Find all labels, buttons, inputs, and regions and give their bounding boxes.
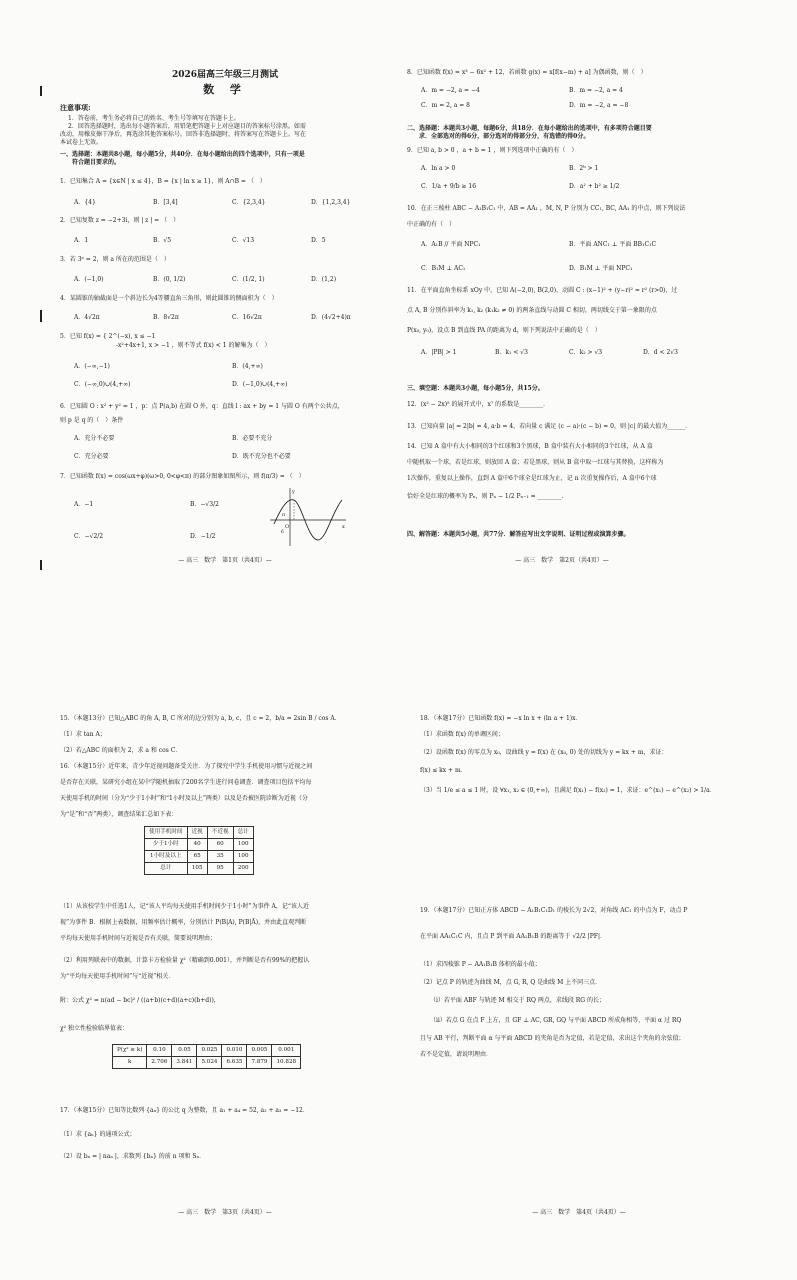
question-11-cont: 点 A, B 分别作斜率为 k₁, k₂ (k₁k₂ ≠ 0) 的两条直线与动圆 C 相切，两切线交于第一象限的点	[407, 307, 657, 314]
q5-options	[74, 364, 390, 371]
table-cell: 40	[187, 839, 207, 851]
origin-label: O	[285, 524, 290, 530]
question-14: 14．已知 A 盒中有大小相同的3个红球和3个黑球，B 盒中装有大小相同的3个红球，从 A 盒	[407, 443, 653, 450]
q4-options	[74, 315, 390, 322]
table-cell: k	[113, 1057, 147, 1069]
table-cell: 使用手机时间	[145, 827, 188, 839]
question-8: 8．已知函数 f(x) = x³ − 6x² + 12，若函数 g(x) = x[f(x−m) + a] 为偶函数，则（ ）	[407, 69, 647, 76]
option: C．−√2/2	[74, 533, 104, 540]
question-18-part: f(x) ≤ kx + m．	[420, 767, 467, 774]
q8-options	[421, 88, 717, 95]
notice-line: 2．回答选择题时，选出每小题答案后，用铅笔把答题卡上对应题目的答案标号涂黑。如需	[68, 123, 306, 130]
option: A．ln a > 0	[421, 165, 456, 172]
question-16-cont: 天使用手机的时间（分为“少于1小时”和“1小时及以上”两类）以及是否被医院诊断为近视（分	[60, 795, 308, 802]
question-11-cont: P(x₀, y₀)，设点 B 到直线 PA 的距离为 d，则下列说法中正确的是（ ）	[407, 327, 601, 334]
y-axis-label: y	[292, 489, 295, 495]
section-heading: 二、选择题：本题共3小题，每题6分，共18分．在每小题给出的选项中，有多项符合题目要	[407, 125, 652, 132]
table-row	[113, 1045, 301, 1057]
question-16-part: 视”为事件 B．根据上表数据，用频率估计概率，分别估计 P(B|A), P(B|Ā)，并由此直观判断	[60, 919, 307, 926]
section-heading: 一、选择题：本题共8小题，每小题5分，共40分．在每小题给出的四个选项中，只有一项是	[60, 151, 305, 158]
option: D．(1,2)	[311, 276, 337, 283]
option: B．2ᵇ > 1	[569, 165, 599, 172]
question-2: 2．已知复数 z = −2+3i，则 | z | = （ ）	[60, 217, 180, 224]
question-16-part: 为“平均每天使用手机时间”与“近视”相关．	[60, 973, 175, 980]
option: B．−√3/2	[190, 501, 219, 508]
table-cell: 不近视	[207, 827, 233, 839]
option: B．必要不充分	[232, 435, 273, 442]
question-7: 7．已知函数 f(x) = cos(ωx+φ)(ω>0, 0<φ<π) 的部分图象如图所示，则 f(π/3) = （ ）	[60, 473, 305, 480]
question-19-cont: 在平面 AA₁C₁C 内，且点 P 到平面 AA₁B₁B 的距离等于 √2/2 |PF|．	[420, 933, 606, 940]
option: C．1/a + 9/b ≥ 16	[421, 183, 477, 190]
question-17-part: （2）设 bₙ = | naₙ |，求数列 {bₙ} 的前 n 项和 Sₙ．	[60, 1153, 206, 1160]
table-cell: 35	[207, 851, 233, 863]
option: B．[3,4]	[153, 199, 178, 206]
option: C．(1/2, 1)	[232, 276, 265, 283]
table-cell: 3.841	[172, 1057, 197, 1069]
subject-title: 数 学	[203, 83, 247, 96]
table-row	[145, 851, 254, 863]
section-heading: 符合题目要求的。	[72, 159, 121, 166]
question-3: 3．若 3ᵃ = 2，则 a 所在的范围是（ ）	[60, 256, 170, 263]
question-16-part: 平均每天使用手机时间与近视是否有关联，简要说明理由；	[60, 935, 217, 942]
option: D．a² + b² ≥ 1/2	[569, 183, 620, 190]
table-cell: 95	[207, 863, 233, 875]
option: A．−1	[74, 501, 94, 508]
option: B．平面 ANC₁ ⊥ 平面 BB₁C₁C	[569, 241, 657, 248]
table-cell: 100	[233, 851, 253, 863]
table-header-row	[145, 827, 254, 839]
question-14-cont: 恰好全是红球的概率为 Pₙ，则 Pₙ − 1/2 Pₙ₋₁ = ________．	[407, 493, 568, 500]
table-cell: 2.706	[147, 1057, 172, 1069]
option: D．d < 2√3	[643, 349, 678, 356]
table-row	[145, 863, 254, 875]
question-19: 19．（本题17分）已知正方体 ABCD − A₁B₁C₁D₁ 的棱长为 2√2，对角线 AC₁ 的中点为 F，动点 P	[420, 907, 688, 914]
q9-options	[421, 166, 717, 173]
table-cell: 105	[187, 863, 207, 875]
page-footer: — 高三 数学 第1页（共4页）—	[178, 557, 272, 564]
option: A．A₁B // 平面 NPC₁	[421, 241, 481, 248]
option: A．m = −2, a = −4	[421, 87, 480, 94]
tick-label: 6	[281, 530, 284, 535]
question-6: 6．已知圆 O : x² + y² = 1 ，p：点 P(a,b) 在圆 O 外，q：直线 l : ax + by = 1 与圆 O 有两个公共点，	[60, 403, 344, 410]
option: A．(−1,0)	[74, 276, 104, 283]
option: A．1	[74, 237, 89, 244]
option: D．−1/2	[190, 533, 216, 540]
table-cell: 0.005	[247, 1045, 272, 1057]
table-cell: 7.879	[247, 1057, 272, 1069]
question-13: 13．已知向量 |a| = 2|b| = 4, a·b = 4，若向量 c 满足 (c − a)·(c − b) = 0，则 |c| 的最大值为______．	[407, 423, 692, 430]
question-19-part: （1）求四棱锥 P − AA₁B₁B 体积的最小值；	[420, 961, 541, 968]
option: B．(0, 1/2)	[153, 276, 186, 283]
cosine-graph	[268, 486, 348, 548]
table-cell: 100	[233, 839, 253, 851]
option: D．B₁M ⊥ 平面 NPC₁	[569, 265, 633, 272]
table-cell: 5.024	[197, 1057, 222, 1069]
option: D．(4√2+4)π	[311, 314, 351, 321]
option: A．{4}	[74, 199, 96, 206]
exam-page-3	[60, 708, 390, 1228]
option: C．k₂ > √3	[569, 349, 603, 356]
question-16-part: （1）从该校学生中任选1人，记“该人平均每天使用手机时间少于1小时”为事件 A，记“该人近	[60, 903, 309, 910]
exam-page-4	[420, 708, 738, 1228]
page-footer: — 高三 数学 第2页（共4页）—	[515, 557, 609, 564]
question-5-cont: -x²+4x+1, x > −1 ，则不等式 f(x) < 1 的解集为（ ）	[116, 342, 271, 349]
section-heading: 求．全部选对的得6分，部分选对的得部分分，有选错的得0分。	[419, 133, 590, 140]
option: B．(4,+∞)	[232, 363, 263, 370]
question-4: 4．某圆锥的轴截面是一个斜边长为4等腰直角三角形，则此圆锥的侧面积为（ ）	[60, 295, 278, 302]
table-cell: P(χ² ≥ k)	[113, 1045, 147, 1057]
critical-value-table	[112, 1044, 301, 1069]
q6-options	[74, 436, 390, 443]
critical-table-caption: χ² 独立性检验临界值表：	[60, 1025, 128, 1032]
chi-square-formula: 附：公式 χ² = n(ad − bc)² / ((a+b)(c+d)(a+c)(b+d))，	[60, 997, 220, 1004]
table-cell: 近视	[187, 827, 207, 839]
question-14-cont: 中随机取一个球，若是红球，则放回 A 盒；若是黑球，则从 B 盒中取一红球与其替换，这样称为	[407, 459, 664, 466]
question-5: 5．已知 f(x) = { 2^(−x), x ≤ −1	[60, 333, 156, 340]
page-footer: — 高三 数学 第4页（共4页）—	[532, 1209, 626, 1216]
q6-options	[74, 454, 390, 461]
question-6-cont: 则 p 是 q 的（ ）条件	[60, 417, 124, 424]
table-cell: 总计	[145, 863, 188, 875]
question-15: 15．（本题13分）已知△ABC 的角 A, B, C 所对的边分别为 a, b, c，且 c = 2，b/a = 2sin B / cos A．	[60, 715, 341, 722]
option: C．(−∞,0)∪(4,+∞)	[74, 381, 131, 388]
table-cell: 1小时及以上	[145, 851, 188, 863]
question-14-cont: 1次操作，重复以上操作，直到 A 盒中6个球全是红球为止，记 n 次重复操作后，A 盒中6个球	[407, 475, 657, 482]
question-17: 17．（本题15分）已知等比数列 {aₙ} 的公比 q 为整数，且 a₁ + a₄ = 52, a₂ + a₃ = −12．	[60, 1107, 309, 1114]
question-15-part: （1）求 tan A；	[60, 731, 106, 738]
q10-options	[421, 242, 717, 249]
binding-mark	[40, 86, 42, 96]
table-cell: 200	[233, 863, 253, 875]
question-10: 10．在正三棱柱 ABC − A₁B₁C₁ 中，AB = AA₁ ，M, N, P 分别为 CC₁, BC, AA₁ 的中点，则下列说法	[407, 205, 686, 212]
option: A．4√2π	[74, 314, 100, 321]
question-1: 1．已知集合 A = {x∈N | x ≤ 4}，B = {x | ln x ≥ 1}，则 A∩B = （ ）	[60, 178, 266, 185]
notice-line: 改动，用橡皮擦干净后，再选涂其他答案标号。回答非选择题时，将答案写在答题卡上。写在	[60, 131, 307, 138]
section-heading: 三、填空题：本题共3小题，每小题5分，共15分。	[407, 385, 544, 392]
question-19-cont: 且与 AB 平行，判断平面 α 与平面 ABCD 的夹角是否为定值，若是定值，求出这个夹角的余弦值；	[420, 1035, 685, 1042]
table-row	[145, 839, 254, 851]
exam-title: 2026届高三年级三月测试	[171, 70, 279, 80]
question-12: 12．(x² − 2x)⁵ 的展开式中，x⁷ 的系数是________．	[407, 401, 550, 408]
question-16: 16．（本题15分）近年来，青少年近视问题备受关注．为了探究中学生手机使用习惯与近视之间	[60, 763, 313, 770]
notice-line: 本试卷上无效。	[60, 139, 103, 146]
question-11: 11．在平面直角坐标系 xOy 中，已知 A(−2,0), B(2,0)，动圆 C : (x−1)² + (y−r)² = r² (r>0)，过	[407, 287, 678, 294]
option: C．√13	[232, 237, 255, 244]
question-19-sub: （ⅰ）若平面 ABF 与轨迹 M 相交于 RQ 两点，求线段 RG 的长；	[430, 997, 605, 1004]
table-cell: 60	[207, 839, 233, 851]
question-18-part: （3）当 1/e ≤ a ≤ 1 时，设 ∀x₁, x₂ ∈ (0,+∞)，且满足 f(x₁) − f(x₂) = 1，求证：e^(x₁) − e^(x₂) > 1/a．	[420, 787, 716, 794]
question-10-cont: 中正确的有（ ）	[407, 221, 456, 228]
q3-options	[74, 277, 390, 284]
table-row	[113, 1057, 301, 1069]
option: D．m = −2, a = −8	[569, 102, 629, 109]
survey-table	[144, 826, 254, 875]
option: C．充分必要	[74, 453, 109, 460]
q11-options	[421, 350, 717, 357]
q10-options	[421, 266, 717, 273]
option: A．|PB| > 1	[421, 349, 457, 356]
option: A．充分不必要	[74, 435, 115, 442]
page-footer: — 高三 数学 第3页（共4页）—	[178, 1209, 272, 1216]
x-axis-label: x	[342, 524, 345, 530]
exam-page-1	[60, 62, 390, 582]
option: B．k₁ < √3	[495, 349, 528, 356]
table-cell: 0.010	[222, 1045, 247, 1057]
option: D．(−1,0)∪(4,+∞)	[232, 381, 288, 388]
question-18-part: （2）设函数 f(x) 的零点为 x₀，设曲线 y = f(x) 在 (x₀, 0) 处的切线为 y = kx + m，求证：	[420, 749, 668, 756]
option: B．8√2π	[153, 314, 179, 321]
question-19-part: （2）记点 P 的轨迹为曲线 M，点 G, R, Q 是曲线 M 上不同三点．	[420, 979, 602, 986]
option: B．m = −2, a = 4	[569, 87, 623, 94]
question-18-part: （1）求函数 f(x) 的单调区间；	[420, 731, 504, 738]
option: A．(−∞,−1)	[74, 363, 110, 370]
table-cell: 10.828	[272, 1057, 301, 1069]
q1-options	[74, 200, 390, 207]
question-18: 18．（本题17分）已知函数 f(x) = −x ln x + (ln a + 1)x．	[420, 715, 582, 722]
table-cell: 0.025	[197, 1045, 222, 1057]
q9-options	[421, 184, 717, 191]
question-9: 9．已知 a, b > 0 ，a + b = 1 ，则下列选项中正确的有（ ）	[407, 147, 578, 154]
table-cell: 0.05	[172, 1045, 197, 1057]
table-cell: 6.635	[222, 1057, 247, 1069]
notice-heading: 注意事项:	[60, 103, 91, 112]
question-16-part: （2）利用列联表中的数据，计算卡方检验量 χ²（精确到0.001），并判断是否有99%的把握认	[60, 957, 310, 964]
option: B．√5	[153, 237, 172, 244]
q5-options	[74, 382, 390, 389]
tick-label: π	[282, 513, 285, 518]
section-heading: 四、解答题：本题共5小题，共77分．解答应写出文字说明、证明过程或演算步骤。	[407, 531, 630, 538]
option: C．{2,3,4}	[232, 199, 266, 206]
q8-options	[421, 103, 717, 110]
binding-mark	[40, 560, 42, 570]
question-19-sub: （ⅱ）若点 G 在点 F 上方，且 GF ⊥ AC, GR, GQ 与平面 ABCD 所成角相等，平面 α 过 RQ	[430, 1017, 682, 1024]
binding-mark	[40, 310, 42, 322]
option: D．既不充分也不必要	[232, 453, 291, 460]
option: D．5	[311, 237, 326, 244]
question-16-cont: 为“是”和“否”两类），调查结果汇总如下表：	[60, 811, 178, 818]
exam-page-2	[407, 62, 717, 582]
question-17-part: （1）求 {aₙ} 的通项公式；	[60, 1131, 136, 1138]
question-15-part: （2）若△ABC 的面积为 2，求 a 和 cos C．	[60, 747, 182, 754]
notice-line: 1．答卷前，考生务必将自己的姓名、考生号等填写在答题卡上。	[68, 115, 240, 122]
option: C．m = 2, a = 8	[421, 102, 470, 109]
question-16-cont: 是否存在关联，某研究小组在某中学随机抽取了200名学生进行问卷调查．调查项目包括平均每	[60, 779, 312, 786]
table-cell: 65	[187, 851, 207, 863]
option: C．16√2π	[232, 314, 262, 321]
q2-options	[74, 238, 390, 245]
option: C．B₁M ⊥ AC₁	[421, 265, 466, 272]
table-cell: 少于1小时	[145, 839, 188, 851]
table-cell: 总计	[233, 827, 253, 839]
table-cell: 0.10	[147, 1045, 172, 1057]
option: D．{1,2,3,4}	[311, 199, 351, 206]
question-19-cont: 若不是定值，请说明理由．	[420, 1051, 493, 1058]
table-cell: 0.001	[272, 1045, 301, 1057]
